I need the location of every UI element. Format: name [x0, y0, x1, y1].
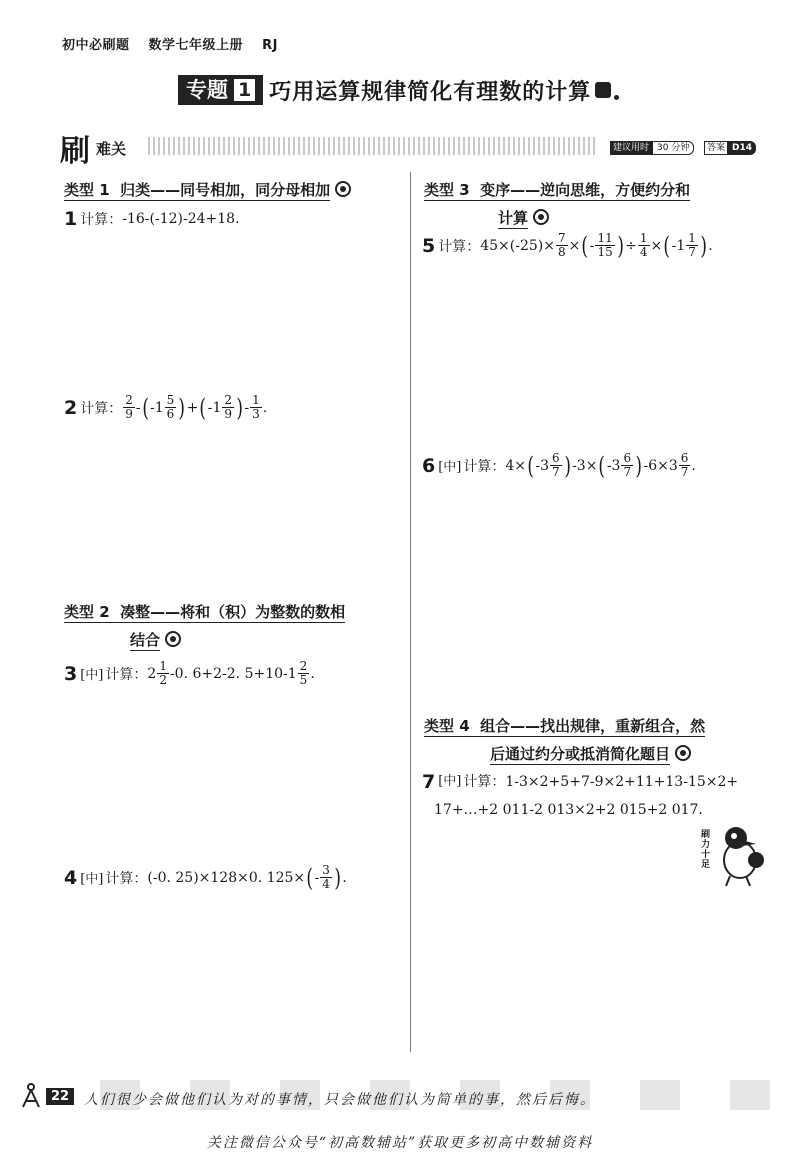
question-number: 7 — [422, 771, 436, 793]
book-subject: 数学七年级上册 — [148, 38, 244, 53]
question-number: 5 — [422, 234, 436, 257]
type-4-label: 类型 4 — [424, 717, 470, 735]
question-number: 2 — [64, 396, 78, 419]
bottom-note: 关注微信公众号“初高数辅站”获取更多初高中数辅资料 — [206, 1135, 594, 1151]
type-3-label: 类型 3 — [424, 181, 470, 199]
question-expr-line-2: 17+…+2 011-2 013×2+2 015+2 017. — [434, 802, 703, 818]
question-prefix: 计算： — [463, 458, 506, 475]
target-icon — [335, 181, 351, 197]
type-4-heading — [424, 712, 705, 768]
fraction: $\frac{1}{2}$ — [159, 659, 167, 687]
difficulty-tag: [中] — [438, 774, 462, 789]
fraction: $\frac{3}{4}$ — [322, 863, 330, 891]
section-label: 难关 — [96, 140, 127, 158]
type-1-heading — [64, 176, 351, 204]
mascot-illustration — [712, 820, 772, 890]
fraction: $\frac{6}{7}$ — [623, 451, 632, 479]
fraction: $\frac{1}{3}$ — [252, 393, 260, 421]
book-name: 初中必刷题 — [62, 38, 130, 53]
fraction: $\frac{2}{5}$ — [299, 659, 308, 687]
question-prefix: 计算： — [105, 870, 148, 887]
type-4-title-2: 后通过约分或抵消简化题目 — [490, 745, 671, 763]
fraction: $\frac{6}{7}$ — [552, 451, 560, 479]
fraction: $\frac{5}{6}$ — [166, 393, 175, 421]
topic-badge — [178, 75, 263, 105]
question-prefix: 计算： — [105, 666, 148, 683]
type-2-label: 类型 2 — [64, 603, 110, 621]
fraction: $\frac{7}{8}$ — [557, 231, 566, 259]
question-number: 1 — [64, 208, 78, 230]
column-divider — [410, 172, 411, 1052]
footer-quote: 人们很少会做他们认为对的事情，只会做他们认为简单的事，然后后悔。 — [84, 1092, 596, 1108]
type-2-heading — [64, 598, 345, 654]
answer-label: 答案 — [704, 141, 728, 155]
type-4-title-1: 组合——找出规律，重新组合，然 — [480, 717, 706, 735]
question-number: 3 — [64, 662, 78, 685]
target-icon — [533, 209, 549, 225]
fraction: $\frac{1}{4}$ — [639, 231, 648, 259]
type-3-title-2: 计算 — [498, 209, 529, 227]
question-prefix: 计算： — [80, 400, 123, 417]
mascot-caption: 刷力十足 — [701, 830, 711, 870]
answer-page: D14 — [728, 141, 756, 155]
type-3-heading — [424, 176, 690, 232]
question-prefix: 计算： — [80, 212, 123, 228]
question-number: 6 — [422, 454, 436, 477]
suggested-time — [610, 141, 694, 155]
difficulty-tag: [中] — [438, 460, 462, 475]
type-1-title: 归类——同号相加，同分母相加 — [120, 181, 331, 199]
difficulty-tag: [中] — [80, 872, 104, 887]
type-2-title-2: 结合 — [130, 631, 161, 649]
section-hatch-bar — [148, 137, 598, 155]
question-2: 2 计算： $\frac{2}{9}$ - ( -1 $\frac{5}{6}$ ) + ( -1 $\frac{2}{9}$ ) - $\frac{1}{3}$ . — [64, 393, 268, 422]
question-prefix: 计算： — [463, 774, 506, 790]
fraction: $\frac{2}{9}$ — [125, 393, 133, 421]
target-icon — [165, 631, 181, 647]
fraction: $\frac{11}{15}$ — [597, 231, 613, 259]
compass-icon — [20, 1083, 42, 1109]
dot-icon — [614, 95, 619, 100]
topic-title: 巧用运算规律简化有理数的计算 — [269, 78, 592, 105]
question-6: 6 [中] 计算： 4× ( -3 $\frac{6}{7}$ ) -3× ( -3 $\frac{6}{7}$ ) -6×3 $\frac{6}{7}$ . — [422, 451, 696, 480]
difficulty-tag: [中] — [80, 668, 104, 683]
answer-ref — [704, 141, 756, 155]
topic-title-bar — [178, 74, 619, 106]
type-2-title-1: 凑整——将和（积）为整数的数相 — [120, 603, 346, 621]
fraction: $\frac{1}{7}$ — [688, 231, 696, 259]
question-4: 4 [中] 计算： (-0. 25)×128×0. 125× ( - $\frac{3}{4}$ ) . — [64, 863, 347, 892]
book-edition: RJ — [262, 38, 278, 53]
book-header — [62, 34, 292, 53]
question-number: 4 — [64, 866, 78, 889]
question-prefix: 计算： — [438, 238, 481, 255]
question-3: 3 [中] 计算： 2 $\frac{1}{2}$ -0. 6+2-2. 5+10-1 $\frac{2}{5}$ . — [64, 659, 315, 687]
time-value: 30 分钟 — [652, 141, 694, 155]
question-expr-line-1: 1-3×2+5+7-9×2+11+13-15×2+ — [505, 774, 739, 790]
fraction: $\frac{2}{9}$ — [224, 393, 233, 421]
fraction: $\frac{6}{7}$ — [680, 451, 689, 479]
topic-number: 1 — [234, 79, 255, 101]
target-icon — [675, 745, 691, 761]
page-number: 22 — [46, 1088, 74, 1105]
question-5: 5 计算： 45×(-25)× $\frac{7}{8}$ × ( - $\frac{11}{15}$ ) ÷ $\frac{1}{4}$ × ( -1 $\frac{1}{7}$ ) . — [422, 231, 713, 260]
puzzle-icon — [595, 82, 611, 98]
question-1 — [64, 208, 240, 230]
question-expr: -16-(-12)-24+18. — [122, 211, 240, 227]
type-1-label: 类型 1 — [64, 181, 110, 199]
time-label: 建议用时 — [610, 141, 652, 155]
question-7 — [422, 768, 738, 824]
section-brush: 刷 — [60, 134, 90, 169]
type-3-title-1: 变序——逆向思维，方便约分和 — [480, 181, 691, 199]
topic-badge-label: 专题 — [186, 77, 228, 102]
